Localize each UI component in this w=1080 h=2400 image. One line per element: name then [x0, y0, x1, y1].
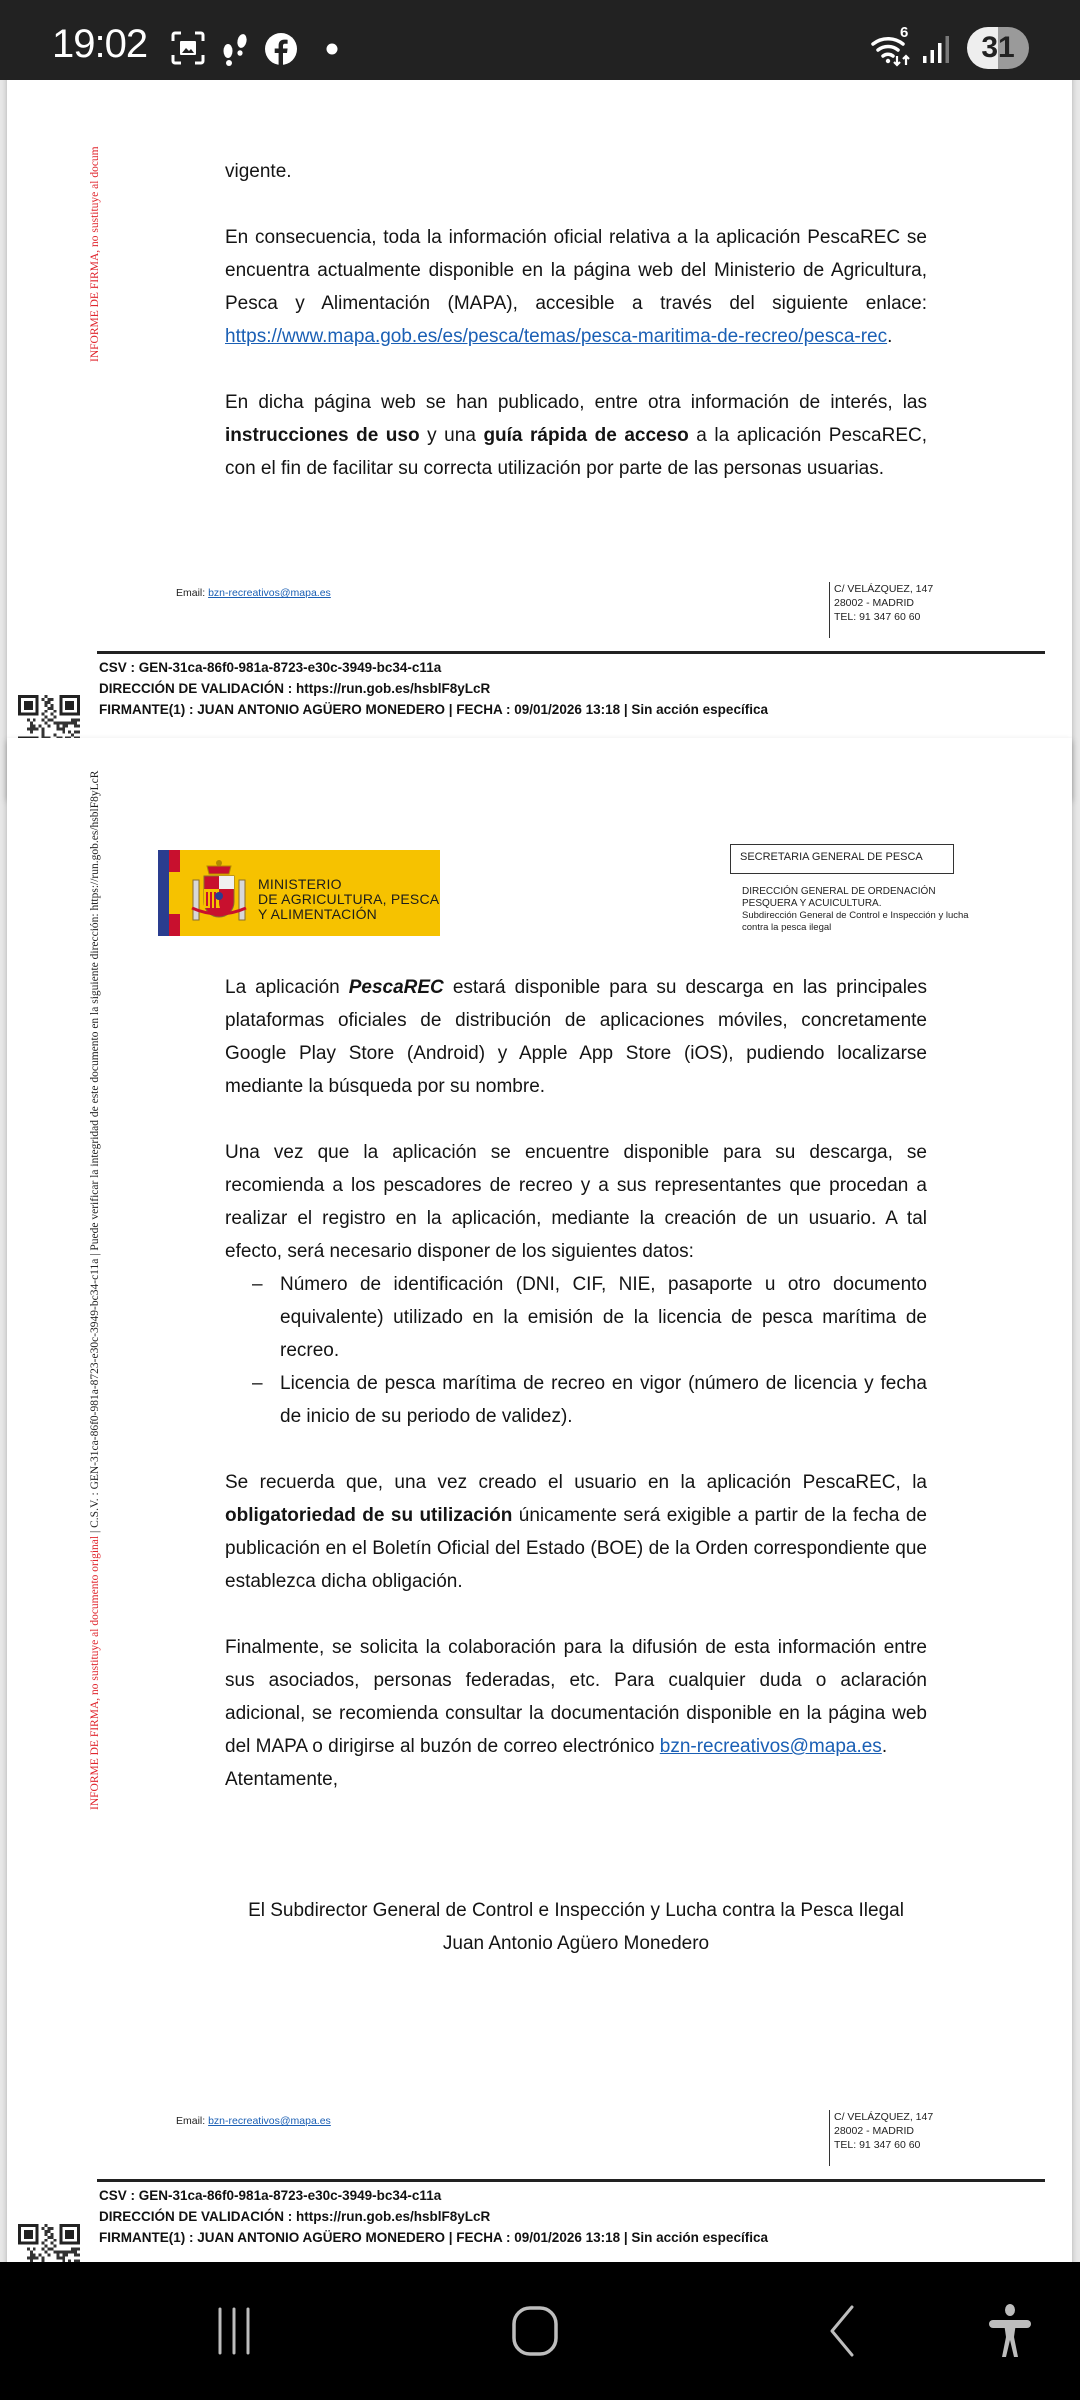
home-icon: [510, 2305, 560, 2357]
footer-address: C/ VELÁZQUEZ, 147 28002 - MADRID TEL: 91 347 60 60: [829, 582, 933, 638]
signature-block: [225, 1894, 927, 1960]
back-icon: [822, 2305, 858, 2357]
footer-validation-block: [99, 2185, 768, 2248]
paragraph-instrucciones: En dicha página web se han publicado, entre otra información de interés, las instrucciones de uso y una guía rápida de acceso a la aplicación PescaREC, con el fin de facilitar su correcta utilización por parte de las personas usuarias.: [225, 392, 928, 479]
document-page-2: [7, 738, 1072, 2262]
screenshot-icon: [171, 31, 205, 65]
status-bar: [0, 0, 1080, 80]
facebook-icon: [264, 32, 298, 66]
csv-code: CSV : GEN-31ca-86f0-981a-8723-e30c-3949-bc34-c11a: [99, 2188, 442, 2203]
wifi-band-label: 6: [900, 24, 909, 41]
notification-dot-icon: [326, 43, 338, 55]
signer-line: FIRMANTE(1) : JUAN ANTONIO AGÜERO MONEDERO | FECHA : 09/01/2026 13:18 | Sin acción específica: [99, 702, 768, 717]
recent-apps-icon: [212, 2307, 256, 2355]
accessibility-icon: [987, 2303, 1033, 2359]
back-button[interactable]: [800, 2262, 880, 2400]
signer-title: El Subdirector General de Control e Inspección y Lucha contra la Pesca Ilegal: [248, 1900, 904, 1921]
accessibility-button[interactable]: [975, 2262, 1045, 2400]
footer-address: C/ VELÁZQUEZ, 147 28002 - MADRID TEL: 91 347 60 60: [829, 2110, 933, 2166]
footer-divider: [97, 651, 1045, 654]
paragraph-difusion: Finalmente, se solicita la colaboración para la difusión de esta información entre sus asociados, personas federadas, etc. Para cualquier duda o aclaración adicional, se recomienda consultar la documentación disponible en la página web del MAPA o dirigirse al buzón de correo electrónico bzn-recreativos@mapa.es.: [225, 1637, 927, 1757]
paragraph-vigente: vigente.: [225, 161, 292, 182]
pdf-viewer[interactable]: [0, 80, 1080, 2262]
coat-of-arms-icon: [190, 858, 248, 930]
ministry-name: MINISTERIO DE AGRICULTURA, PESCA Y ALIMENTACIÓN: [258, 876, 440, 922]
list-item: – Número de identificación (DNI, CIF, NIE, pasaporte u otro documento equivalente) utilizado en la emisión de la licencia de pesca marítima de recreo.: [252, 1274, 927, 1361]
contact-email-link[interactable]: bzn-recreativos@mapa.es: [659, 1736, 882, 1757]
clock: 19:02: [52, 22, 148, 66]
battery-indicator: 31: [967, 27, 1029, 69]
subdireccion-name: Subdirección General de Control e Inspección y lucha contra la pesca ilegal: [742, 910, 969, 933]
signature-watermark: [89, 146, 101, 362]
paragraph-registro: Una vez que la aplicación se encuentre disponible para su descarga, se recomienda a los pescadores de recreo y a sus representantes que procedan a realizar el registro en la aplicación, mediante la creación de un usuario. A tal efecto, será necesario disponer de los siguientes datos:: [225, 1142, 927, 1262]
signer-name: Juan Antonio Agüero Monedero: [442, 1933, 710, 1954]
home-button[interactable]: [490, 2262, 580, 2400]
secretaria-header: SECRETARIA GENERAL DE PESCA: [730, 844, 954, 874]
footer-email-link[interactable]: bzn-recreativos@mapa.es: [208, 2115, 331, 2127]
navigation-bar: [0, 2262, 1080, 2400]
page2-body: [225, 971, 927, 1796]
paragraph-disponible: La aplicación PescaREC estará disponible para su descarga en las principales plataformas oficiales de distribución de aplicaciones móviles, concretamente Google Play Store (Android) y Apple App Store (iOS), pudiendo localizarse mediante la búsqueda por su nombre.: [225, 977, 927, 1097]
footer-email: Email: bzn-recreativos@mapa.es: [176, 2115, 331, 2127]
list-item: – Licencia de pesca marítima de recreo en vigor (número de licencia y fecha de inicio de su periodo de validez).: [252, 1373, 927, 1427]
mapa-pescarec-link[interactable]: https://www.mapa.gob.es/es/pesca/temas/pesca-maritima-de-recreo/pesca-rec: [225, 326, 888, 347]
steps-icon: [219, 32, 251, 68]
wifi-icon: [870, 32, 918, 68]
direccion-header: DIRECCIÓN GENERAL DE ORDENACIÓN PESQUERA Y ACUICULTURA. Subdirección General de Control e Inspección y lucha contra la pesca ilegal: [742, 886, 972, 934]
signal-icon: [922, 34, 952, 64]
validation-address: DIRECCIÓN DE VALIDACIÓN : https://run.gob.es/hsblF8yLcR: [99, 2209, 491, 2224]
page1-body: [225, 155, 927, 485]
closing: Atentamente,: [225, 1769, 339, 1790]
footer-email-link[interactable]: bzn-recreativos@mapa.es: [208, 587, 331, 599]
csv-code: CSV : GEN-31ca-86f0-981a-8723-e30c-3949-bc34-c11a: [99, 660, 442, 675]
watermark-red-text: INFORME DE FIRMA, no sustituye al docum: [89, 146, 101, 362]
validation-address: DIRECCIÓN DE VALIDACIÓN : https://run.gob.es/hsblF8yLcR: [99, 681, 491, 696]
ministry-logo: [158, 850, 440, 936]
recent-apps-button[interactable]: [190, 2262, 278, 2400]
footer-email: Email: bzn-recreativos@mapa.es: [176, 587, 331, 599]
footer-validation-block: [99, 657, 768, 720]
paragraph-consecuencia: En consecuencia, toda la información oficial relativa a la aplicación PescaREC se encuentra actualmente disponible en la página web del Ministerio de Agricultura, Pesca y Alimentación (MAPA), accesible a través del siguiente enlace: https://www.mapa.gob.es/es/pesca/temas/pesca-maritima-de-recreo/pesca-rec.: [225, 227, 927, 347]
signer-line: FIRMANTE(1) : JUAN ANTONIO AGÜERO MONEDERO | FECHA : 09/01/2026 13:18 | Sin acción específica: [99, 2230, 768, 2245]
signature-watermark: INFORME DE FIRMA, no sustituye al documento original | C.S.V. : GEN-31ca-86f0-981a-8723-e30c-3949-bc34-c11a | Puede verificar la integridad de este documento en la siguiente dirección: https://run.gob.es/hsblF8yLcR: [89, 770, 101, 1810]
document-page-1: [7, 80, 1072, 798]
footer-divider: [97, 2179, 1045, 2182]
paragraph-obligatoriedad: Se recuerda que, una vez creado el usuario en la aplicación PescaREC, la obligatoriedad de su utilización únicamente será exigible a partir de la fecha de publicación en el Boletín Oficial del Estado (BOE) de la Orden correspondiente que establezca dicha obligación.: [225, 1472, 927, 1592]
qr-code-icon: [18, 2223, 80, 2262]
